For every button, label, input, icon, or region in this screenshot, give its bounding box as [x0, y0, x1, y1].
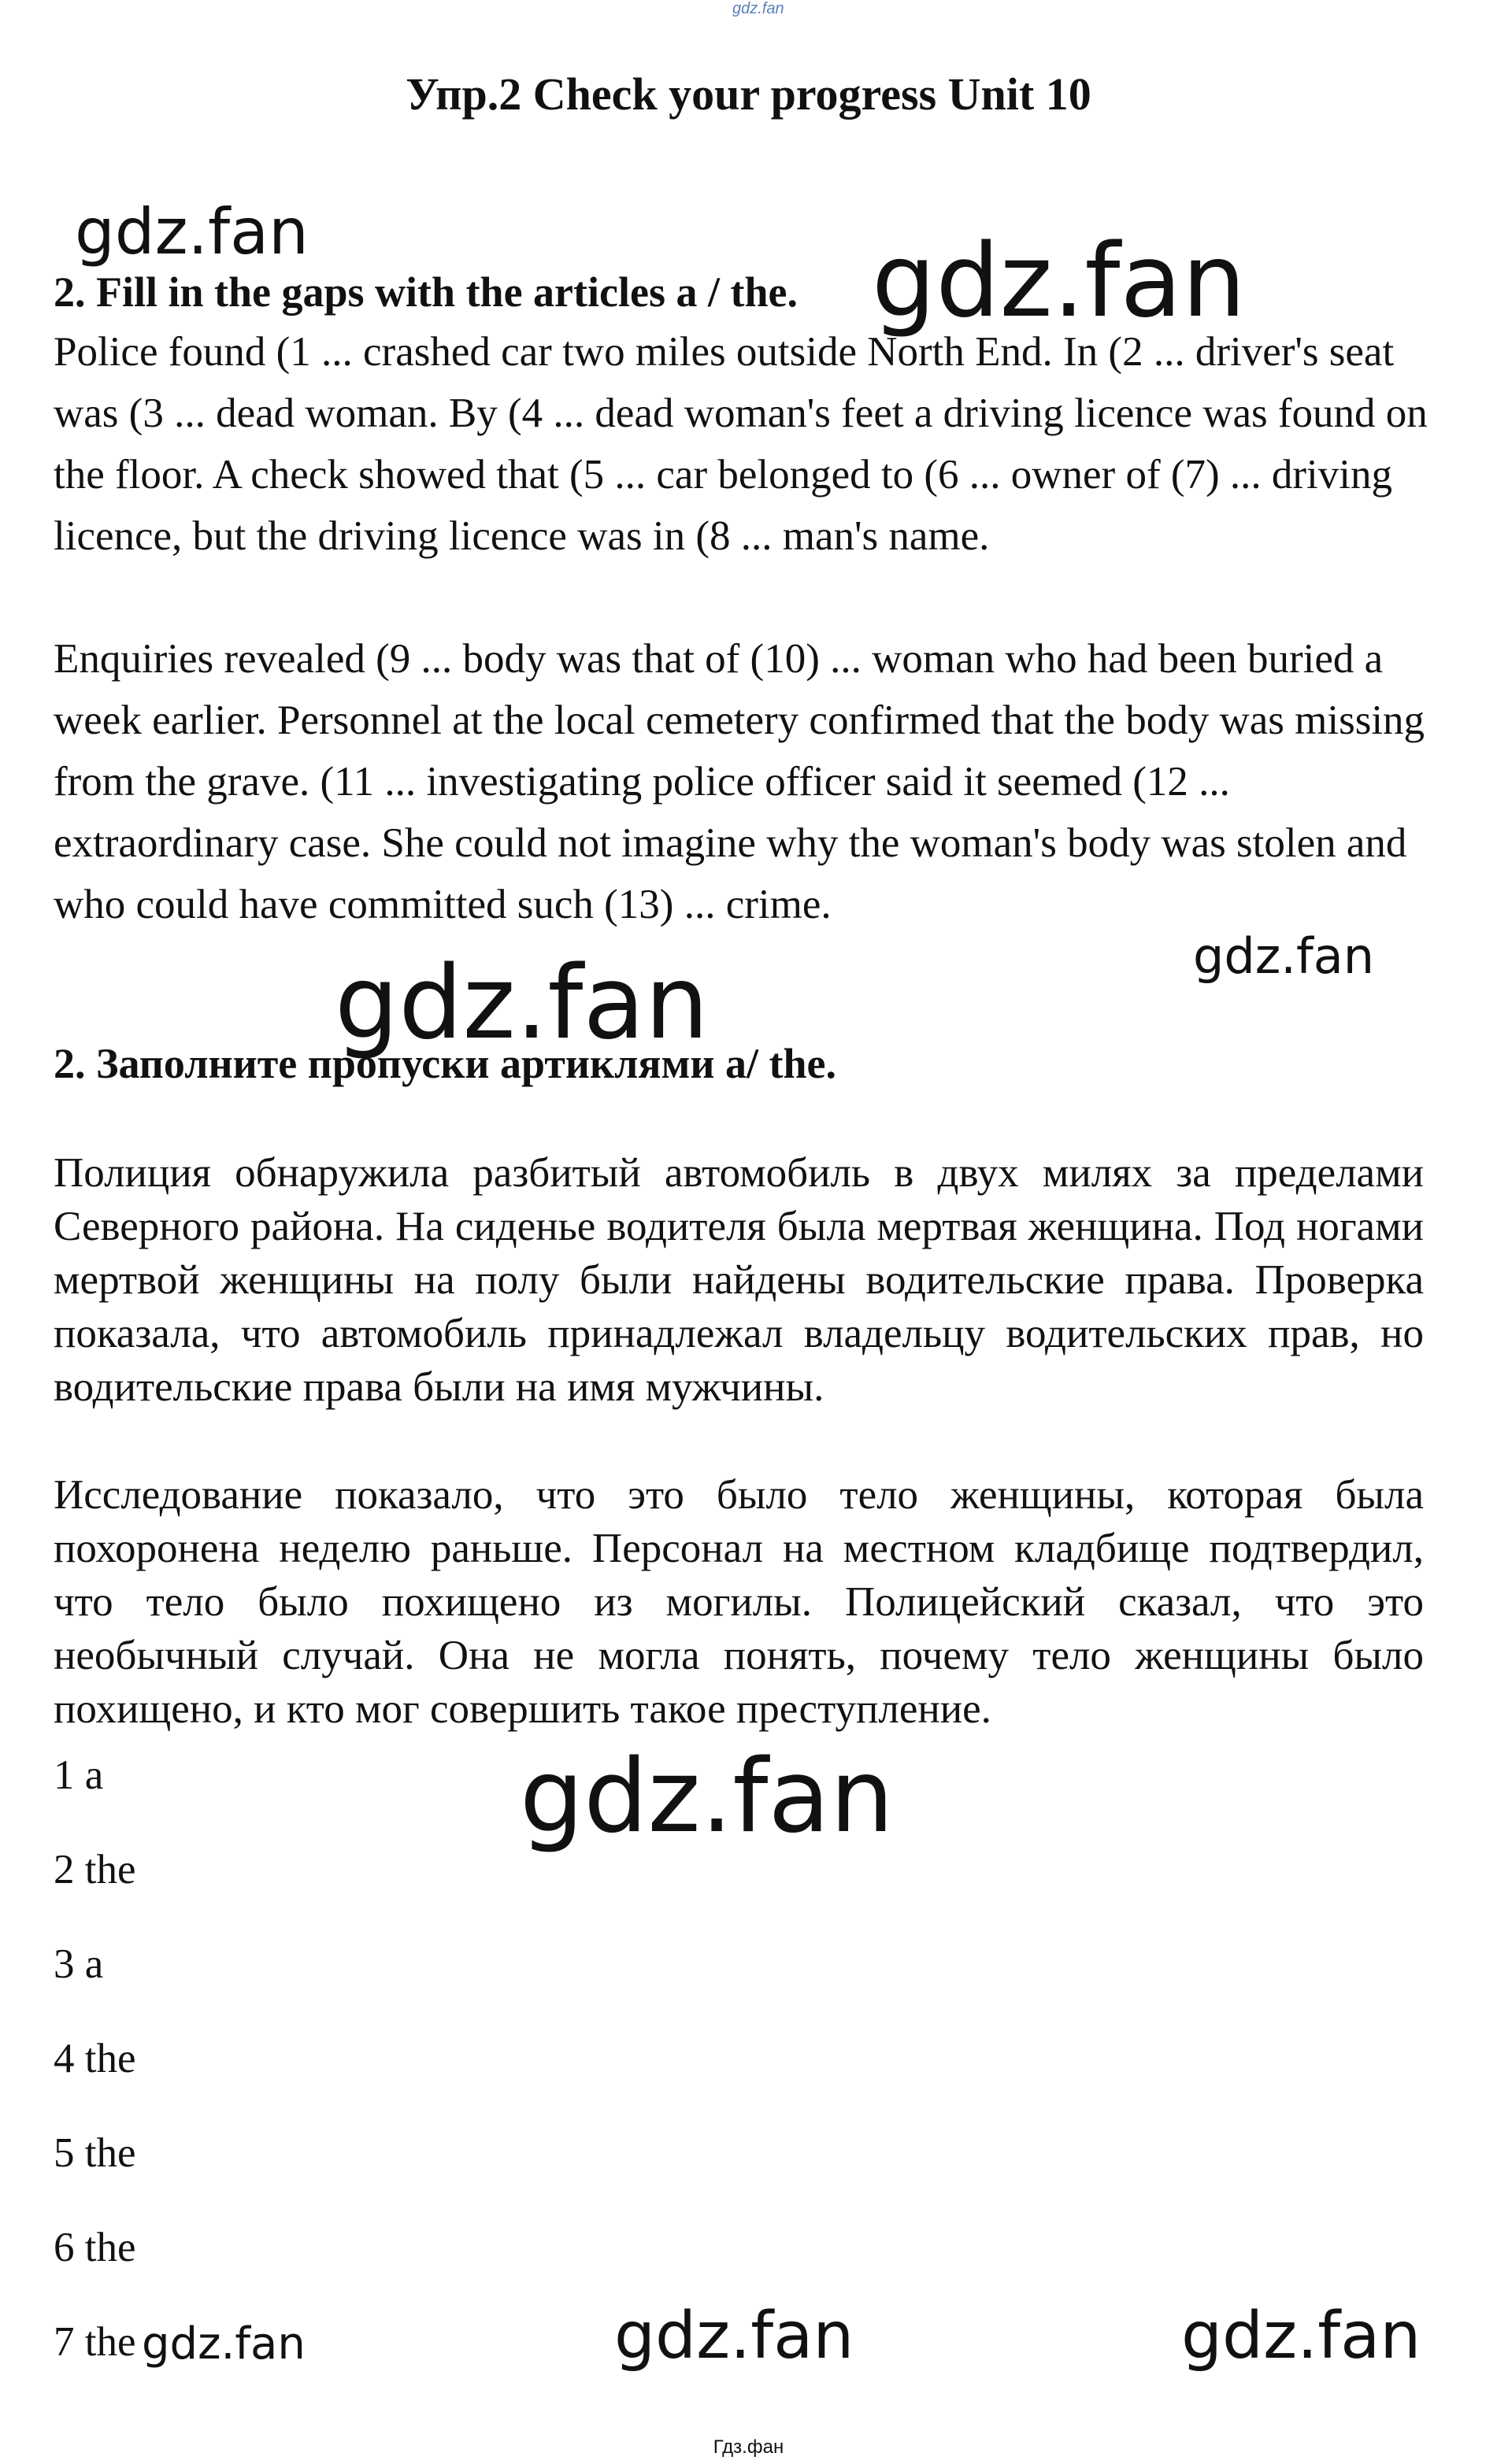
exercise-heading-ru: 2. Заполните пропуски артиклями a/ the.: [54, 1040, 836, 1087]
exercise-text-en-paragraph-1: Police found (1 ... crashed car two miles outside North End. In (2 ... driver's seat was (3 ... dead woman. By (4 ... dead woman's feet a driving licence was found on the floor. A check showed that (5 ... car belonged to (6 ... owner of (7) ... driving licence, but the driving licence was in (8 ... man's name.: [54, 329, 1428, 559]
top-watermark: gdz.fan: [732, 0, 784, 17]
exercise-heading-en: 2. Fill in the gaps with the articles a / the.: [54, 268, 798, 316]
exercise-text-ru-paragraph-1: Полиция обнаружила разбитый автомобиль в двух милях за пределами Северного района. На сиденье водителя была мертвая женщина. Под ногами мертвой женщины на полу были найдены водительские права. Проверка показала, что автомобиль принадлежал владельцу водительских прав, но водительские права были на имя мужчины.: [54, 1150, 1424, 1410]
page-title: Упр.2 Check your progress Unit 10: [406, 68, 1091, 120]
watermark: gdz.fan: [142, 2318, 306, 2370]
watermark: gdz.fan: [1193, 927, 1375, 985]
exercise-text-en-paragraph-2: Enquiries revealed (9 ... body was that of (10) ... woman who had been buried a week earlier. Personnel at the local cemetery confirmed that the body was missing from the grave. (11 ... investigating police officer said it seemed (12 ... extraordinary case. She could not imagine why the woman's body was stolen and who could have committed such (13) ... crime.: [54, 636, 1425, 927]
exercise-text-ru-paragraph-2: Исследование показало, что это было тело женщины, которая была похоронена неделю раньше. Персонал на местном кладбище подтвердил, что тело было похищено из могилы. Полицейский сказал, что это необычный случай. Она не могла понять, почему тело женщины было похищено, и кто мог совершить такое преступление.: [54, 1472, 1424, 1732]
watermark: gdz.fan: [335, 945, 709, 1062]
answer-item: 3 a: [54, 1941, 104, 1987]
answer-item: 5 the: [54, 2130, 136, 2176]
watermark: gdz.fan: [75, 195, 309, 268]
watermark: gdz.fan: [872, 223, 1246, 340]
watermark: gdz.fan: [520, 1738, 894, 1855]
answer-item: 7 the: [54, 2319, 136, 2365]
watermark: gdz.fan: [1181, 2299, 1421, 2373]
answer-item: 4 the: [54, 2036, 136, 2081]
answer-item: 1 a: [54, 1752, 104, 1798]
footer-watermark: Гдз.фан: [713, 2436, 784, 2458]
answer-item: 2 the: [54, 1847, 136, 1892]
watermark: gdz.fan: [614, 2299, 854, 2373]
answer-item: 6 the: [54, 2225, 136, 2270]
